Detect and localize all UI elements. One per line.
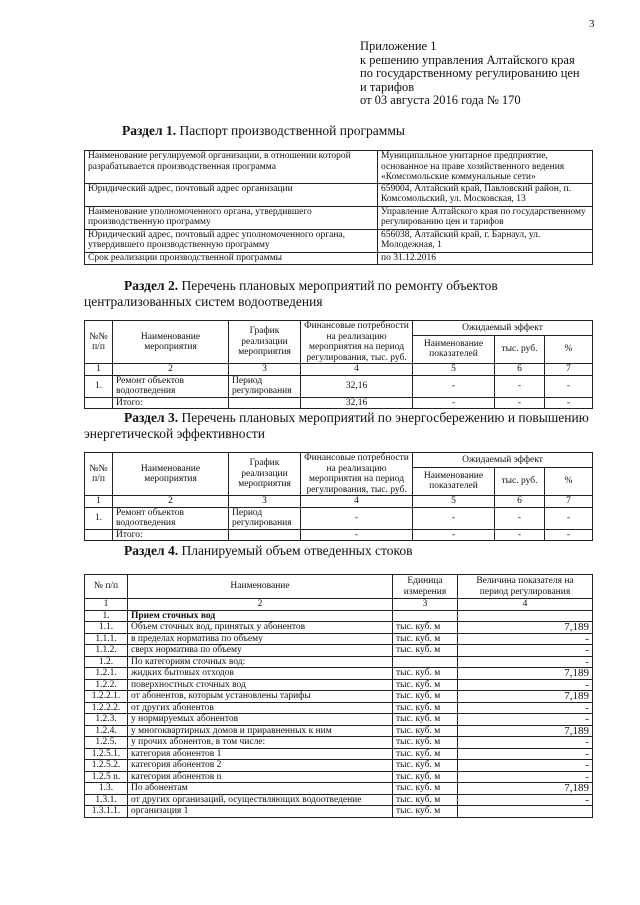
col-number: 3 [229, 364, 301, 376]
header-schedule: График реализации мероприятия [229, 321, 301, 364]
col-number: 7 [545, 496, 593, 508]
col-number: 6 [495, 364, 545, 376]
table-row [85, 737, 593, 749]
column-number-row [85, 599, 593, 611]
row-value: 7,189 [458, 691, 593, 703]
row-num: 1.2.5. [85, 737, 128, 749]
row-thous: - [495, 375, 545, 397]
page-number: 3 [589, 18, 595, 30]
row-unit: тыс. куб. м [393, 633, 458, 645]
section1-label: Раздел 1. [122, 123, 177, 138]
header-effect: Ожидаемый эффект [413, 453, 593, 468]
total-empty [85, 397, 113, 409]
section1-table [84, 150, 593, 265]
row-value: 7,189 [458, 783, 593, 795]
row-num: 1. [85, 507, 113, 529]
table-row [85, 748, 593, 760]
row-name: от других организаций, осуществляющих водоотведение [128, 794, 393, 806]
row-num: 1.2.5.2. [85, 760, 128, 772]
table-header-row [85, 575, 593, 599]
table-row [85, 702, 593, 714]
table-row [85, 691, 593, 703]
section1-title: Паспорт производственной программы [179, 123, 405, 138]
total-row [85, 529, 593, 541]
row-unit: тыс. куб. м [393, 622, 458, 634]
col-number: 2 [113, 364, 229, 376]
section3-heading [84, 410, 604, 442]
header-name: Наименование [128, 575, 393, 599]
section2-title: Перечень плановых мероприятий по ремонту объектов централизованных систем водоотведения [84, 278, 498, 309]
row-value [458, 610, 593, 622]
passport-value: 659004, Алтайский край, Павловский район, п. Комсомольский, ул. Московская, 13 [378, 183, 593, 206]
total-label: Итого: [113, 397, 229, 409]
row-name: категория абонентов 1 [128, 748, 393, 760]
col-number: 3 [229, 496, 301, 508]
row-value: - [458, 737, 593, 749]
row-value: - [458, 748, 593, 760]
total-finance: - [301, 529, 413, 541]
row-name: жидких бытовых отходов [128, 668, 393, 680]
table-row [85, 656, 593, 668]
row-name: у прочих абонентов, в том числе: [128, 737, 393, 749]
header-finance: Финансовые потребности на реализацию мероприятия на период регулирования, тыс. руб. [301, 453, 413, 496]
row-name: Ремонт объектов водоотведения [113, 375, 229, 397]
row-value: - [458, 702, 593, 714]
section3-title: Перечень плановых мероприятий по энергосбережению и повышению энергетической эффективности [84, 410, 589, 441]
row-value: - [458, 760, 593, 772]
col-number: 7 [545, 364, 593, 376]
header-name: Наименование мероприятия [113, 453, 229, 496]
table-row [85, 679, 593, 691]
total-label: Итого: [113, 529, 229, 541]
header-unit: Единица измерения [393, 575, 458, 599]
row-value: 7,189 [458, 668, 593, 680]
appendix-line: от 03 августа 2016 года № 170 [360, 93, 521, 107]
total-empty [229, 529, 301, 541]
header-finance: Финансовые потребности на реализацию мероприятия на период регулирования, тыс. руб. [301, 321, 413, 364]
passport-value: Муниципальное унитарное предприятие, основанное на праве хозяйственного ведения «Комсомольские коммунальные сети» [378, 151, 593, 184]
row-unit: тыс. куб. м [393, 806, 458, 818]
row-value [458, 806, 593, 818]
row-num: 1.1.2. [85, 645, 128, 657]
row-name: от абонентов, которым установлены тарифы [128, 691, 393, 703]
row-num: 1.2. [85, 656, 128, 668]
row-unit: тыс. куб. м [393, 794, 458, 806]
col-number: 4 [458, 599, 593, 611]
header-num: №№ п/п [85, 321, 113, 364]
row-indicator: - [413, 375, 495, 397]
row-name: организация 1 [128, 806, 393, 818]
row-num: 1.2.5 n. [85, 771, 128, 783]
col-number: 5 [413, 496, 495, 508]
row-num: 1.2.5.1. [85, 748, 128, 760]
row-value: - [458, 771, 593, 783]
passport-label: Наименование уполномоченного органа, утвердившего производственную программу [85, 206, 378, 229]
row-name: у нормируемых абонентов [128, 714, 393, 726]
row-num: 1.3.1. [85, 794, 128, 806]
table-row [85, 771, 593, 783]
col-number: 1 [85, 599, 128, 611]
row-unit: тыс. куб. м [393, 691, 458, 703]
total-thous: - [495, 529, 545, 541]
header-schedule: График реализации мероприятия [229, 453, 301, 496]
appendix-line: и тарифов [360, 79, 415, 94]
column-number-row [85, 364, 593, 376]
appendix-line: к решению управления Алтайского края [360, 52, 575, 67]
row-value: - [458, 645, 593, 657]
total-indicator: - [413, 529, 495, 541]
row-unit: тыс. куб. м [393, 748, 458, 760]
col-number: 2 [113, 496, 229, 508]
section2-label: Раздел 2. [124, 278, 179, 293]
table-row [85, 229, 593, 252]
col-number: 2 [128, 599, 393, 611]
table-row [85, 794, 593, 806]
section3-label: Раздел 3. [124, 410, 179, 425]
row-finance: 32,16 [301, 375, 413, 397]
table-row [85, 610, 593, 622]
table-row [85, 668, 593, 680]
section4-label: Раздел 4. [124, 543, 179, 558]
section4-table [84, 574, 593, 818]
column-number-row [85, 496, 593, 508]
row-unit [393, 610, 458, 622]
row-thous: - [495, 507, 545, 529]
total-empty [85, 529, 113, 541]
table-row [85, 507, 593, 529]
row-value: - [458, 656, 593, 668]
row-num: 1.2.2.1. [85, 691, 128, 703]
total-pct: - [545, 397, 593, 409]
row-value: - [458, 679, 593, 691]
row-pct: - [545, 375, 593, 397]
row-unit: тыс. куб. м [393, 737, 458, 749]
row-unit: тыс. куб. м [393, 679, 458, 691]
row-name: Ремонт объектов водоотведения [113, 507, 229, 529]
total-finance: 32,16 [301, 397, 413, 409]
table-row [85, 714, 593, 726]
total-empty [229, 397, 301, 409]
header-effect: Ожидаемый эффект [413, 321, 593, 336]
row-name: категория абонентов n [128, 771, 393, 783]
row-name: категория абонентов 2 [128, 760, 393, 772]
col-number: 4 [301, 496, 413, 508]
row-name: сверх норматива по объему [128, 645, 393, 657]
table-row [85, 806, 593, 818]
row-unit: тыс. куб. м [393, 645, 458, 657]
header-num: № п/п [85, 575, 128, 599]
passport-value: по 31.12.2016 [378, 252, 593, 264]
row-name: По категориям сточных вод: [128, 656, 393, 668]
header-value: Величина показателя на период регулирования [458, 575, 593, 599]
total-pct: - [545, 529, 593, 541]
col-number: 1 [85, 496, 113, 508]
row-name: Объем сточных вод, принятых у абонентов [128, 622, 393, 634]
header-pct: % [545, 335, 593, 363]
passport-value: 656038, Алтайский край, г. Барнаул, ул. Молодежная, 1 [378, 229, 593, 252]
col-number: 6 [495, 496, 545, 508]
row-name: По абонентам [128, 783, 393, 795]
header-indicator: Наименование показателей [413, 467, 495, 495]
section2-table [84, 320, 593, 409]
table-row [85, 645, 593, 657]
col-number: 4 [301, 364, 413, 376]
row-value: 7,189 [458, 622, 593, 634]
row-value: - [458, 633, 593, 645]
table-row [85, 622, 593, 634]
table-header-row [85, 453, 593, 468]
row-finance: - [301, 507, 413, 529]
passport-label: Срок реализации производственной программы [85, 252, 378, 264]
passport-label: Юридический адрес, почтовый адрес уполномоченного органа, утвердившего производственную программу [85, 229, 378, 252]
row-num: 1.2.4. [85, 725, 128, 737]
row-pct: - [545, 507, 593, 529]
row-name: Прием сточных вод [128, 610, 393, 622]
passport-label: Наименование регулируемой организации, в отношении которой разрабатывается производственная программа [85, 151, 378, 184]
row-name: поверхностных сточных вод [128, 679, 393, 691]
appendix-line: по государственному регулированию цен [360, 66, 580, 80]
total-indicator: - [413, 397, 495, 409]
table-row [85, 633, 593, 645]
row-value: - [458, 794, 593, 806]
header-indicator: Наименование показателей [413, 335, 495, 363]
header-pct: % [545, 467, 593, 495]
total-thous: - [495, 397, 545, 409]
row-value: - [458, 714, 593, 726]
table-row [85, 375, 593, 397]
row-unit [393, 656, 458, 668]
section1-heading [122, 123, 405, 139]
col-number: 1 [85, 364, 113, 376]
header-thous: тыс. руб. [495, 335, 545, 363]
row-num: 1.2.2. [85, 679, 128, 691]
header-name: Наименование мероприятия [113, 321, 229, 364]
header-thous: тыс. руб. [495, 467, 545, 495]
row-unit: тыс. куб. м [393, 725, 458, 737]
row-num: 1.3.1.1. [85, 806, 128, 818]
row-unit: тыс. куб. м [393, 714, 458, 726]
total-row [85, 397, 593, 409]
row-schedule: Период регулирования [229, 375, 301, 397]
section3-table [84, 452, 593, 541]
appendix-header [360, 40, 630, 108]
row-unit: тыс. куб. м [393, 702, 458, 714]
col-number: 3 [393, 599, 458, 611]
row-name: у многоквартирных домов и приравненных к ним [128, 725, 393, 737]
appendix-title: Приложение 1 [360, 39, 437, 53]
table-row [85, 760, 593, 772]
col-number: 5 [413, 364, 495, 376]
row-unit: тыс. куб. м [393, 668, 458, 680]
table-row [85, 206, 593, 229]
row-unit: тыс. куб. м [393, 760, 458, 772]
row-indicator: - [413, 507, 495, 529]
table-row [85, 252, 593, 264]
row-name: в пределах норматива по объему [128, 633, 393, 645]
row-num: 1.1. [85, 622, 128, 634]
section2-heading [84, 278, 604, 310]
row-num: 1.2.3. [85, 714, 128, 726]
row-num: 1. [85, 610, 128, 622]
row-num: 1.2.1. [85, 668, 128, 680]
row-schedule: Период регулирования [229, 507, 301, 529]
row-value: 7,189 [458, 725, 593, 737]
table-row [85, 783, 593, 795]
row-num: 1. [85, 375, 113, 397]
row-num: 1.2.2.2. [85, 702, 128, 714]
row-name: от других абонентов [128, 702, 393, 714]
row-unit: тыс. куб. м [393, 771, 458, 783]
row-unit: тыс. куб. м [393, 783, 458, 795]
section4-body [85, 610, 593, 817]
section4-heading [124, 543, 412, 559]
table-row [85, 151, 593, 184]
row-num: 1.3. [85, 783, 128, 795]
table-row [85, 183, 593, 206]
table-row [85, 725, 593, 737]
passport-label: Юридический адрес, почтовый адрес организации [85, 183, 378, 206]
section4-title: Планируемый объем отведенных стоков [181, 543, 413, 558]
row-num: 1.1.1. [85, 633, 128, 645]
table-header-row [85, 321, 593, 336]
header-num: №№ п/п [85, 453, 113, 496]
passport-value: Управление Алтайского края по государственному регулированию цен и тарифов [378, 206, 593, 229]
